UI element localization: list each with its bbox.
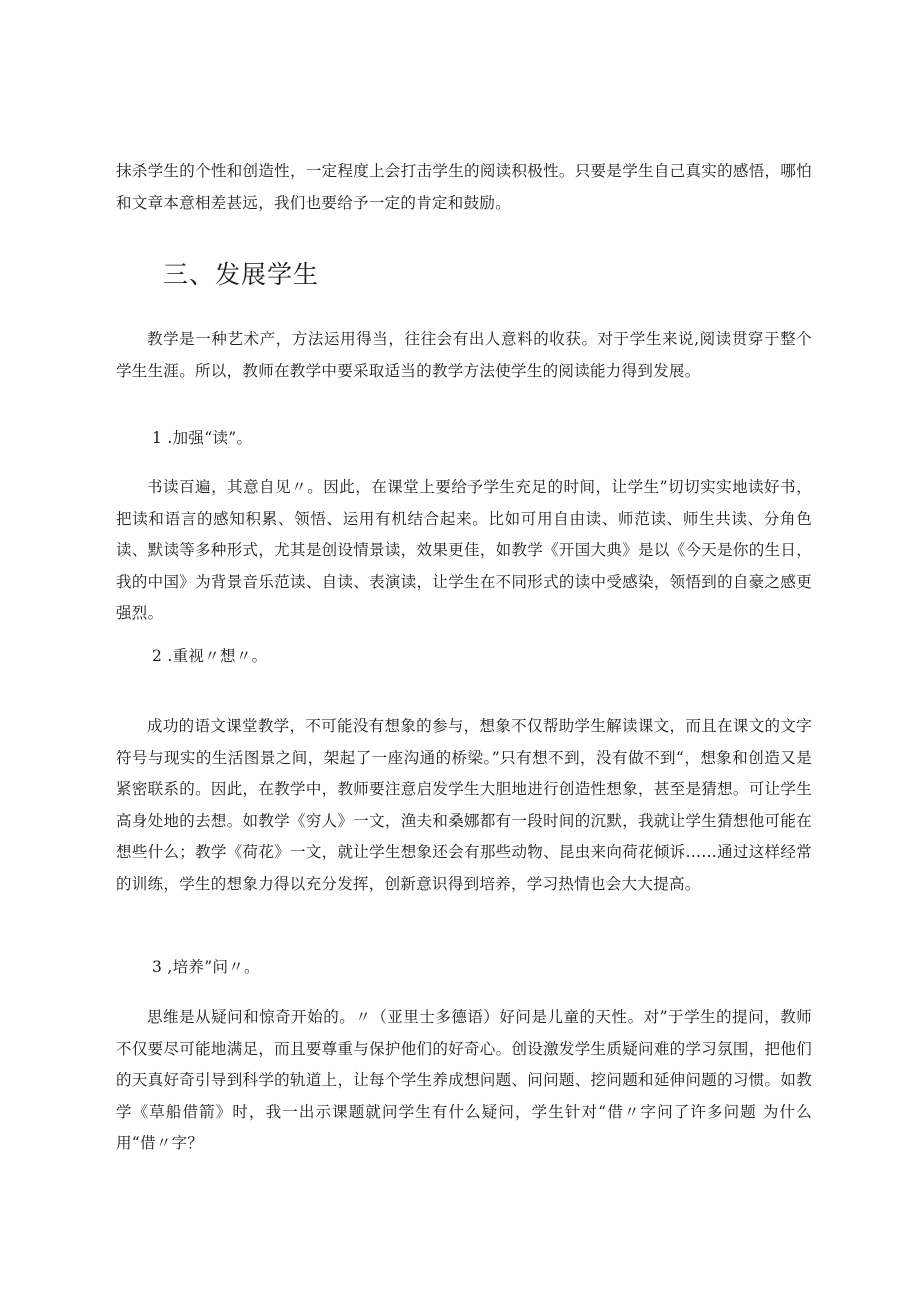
paragraph-think: 成功的语文课堂教学，不可能没有想象的参与，想象不仅帮助学生解读课文，而且在课文的文字符号与现实的生活图景之间，架起了一座沟通的桥梁。”只有想不到，没有做不到“，想象和创造又是紧密联系的。因此，在教学中，教师要注意启发学生大胆地进行创造性想象，甚至是猜想。可让学生高身处地的去想。如教学《穷人》一文，渔夫和桑娜都有一段时间的沉默，我就让学生猜想他可能在想些什么；教学《荷花》一文，就让学生想象还会有那些动物、昆虫来向荷花倾诉……通过这样经常的训练，学生的想象力得以充分发挥，创新意识得到培养，学习热情也会大大提高。 xyxy=(116,717,812,893)
list-item-read: 1 .加强“读”。 xyxy=(152,429,253,447)
list-item-think: 2 .重视〃想〃。 xyxy=(152,647,268,665)
paragraph-ask: 思维是从疑问和惊奇开始的。〃（亚里士多德语）好问是儿童的天性。对”于学生的提问，教师不仅要尽可能地满足，而且要尊重与保护他们的好奇心。创设激发学生质疑问难的学习氛围，把他们的天真好奇引导到科学的轨道上，让每个学生养成想问题、问问题、挖问题和延伸问题的习惯。如教学《草船借箭》时，我一出示课题就问学生有什么疑问，学生针对“借〃字问了许多问题 为什么用“借〃字？ xyxy=(116,1008,812,1152)
paragraph-read: 书读百遍，其意自见〃。因此，在课堂上要给予学生充足的时间，让学生”切切实实地读好书，把读和语言的感知积累、领悟、运用有机结合起来。比如可用自由读、师范读、师生共读、分角色读、默读等多种形式，尤其是创设情景读，效果更佳，如教学《开国大典》是以《今天是你的生日，我的中国》为背景音乐范读、自读、表演读，让学生在不同形式的读中受感染，领悟到的自豪之感更强烈。 xyxy=(116,478,812,622)
list-item-ask: 3 ,培养”问〃。 xyxy=(152,958,260,976)
paragraph-teaching: 教学是一种艺术产，方法运用得当，往往会有出人意料的收获。对于学生来说,阅读贯穿于整个学生生涯。所以，教师在教学中要采取适当的教学方法使学生的阅读能力得到发展。 xyxy=(116,330,812,380)
section-heading: 三、发展学生 xyxy=(163,260,320,289)
paragraph-intro: 抹杀学生的个性和创造性，一定程度上会打击学生的阅读积极性。只要是学生自己真实的感悟，哪怕和文章本意相差甚远，我们也要给予一定的肯定和鼓励。 xyxy=(116,162,812,212)
